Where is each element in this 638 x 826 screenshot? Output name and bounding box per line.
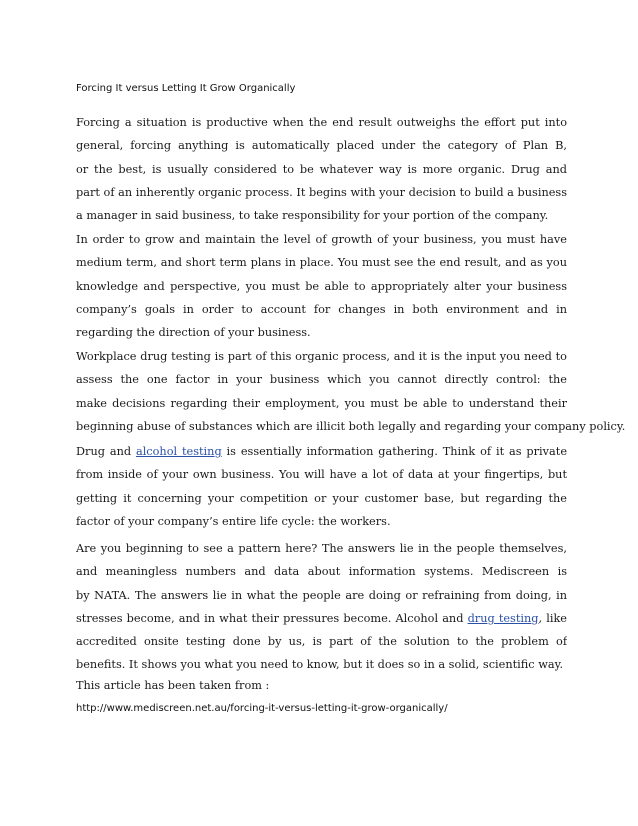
paragraph-2	[76, 228, 567, 344]
source-url: http://www.mediscreen.net.au/forcing-it-versus-letting-it-grow-organically/	[76, 703, 448, 714]
text-segment: stresses become, and in what their pressures become. Alcohol and	[76, 611, 468, 625]
source-label: This article has been taken from :	[76, 679, 270, 692]
text-segment: , like	[538, 611, 567, 625]
paragraph-line: assess the one factor in your business which you cannot directly control: the	[76, 373, 567, 387]
paragraph-line	[76, 440, 567, 463]
paragraph-line: part of an inherently organic process. It begins with your decision to build a business	[76, 185, 567, 199]
paragraph-line: Workplace drug testing is part of this organic process, and it is the input you need to	[76, 350, 567, 363]
paragraph-line	[76, 607, 567, 630]
drug-testing-link[interactable]: drug testing	[467, 611, 539, 625]
text-segment: Drug and	[76, 445, 136, 458]
paragraph-5	[76, 537, 567, 677]
paragraph-line: a manager in said business, to take responsibility for your portion of the company.	[76, 209, 549, 223]
paragraph-line: or the best, is usually considered to be whatever way is more organic. Drug and	[76, 162, 567, 176]
paragraph-line: from inside of your own business. You will have a lot of data at your fingertips, but	[76, 468, 567, 482]
paragraph-3	[76, 345, 626, 438]
paragraph-line: factor of your company’s entire life cycle: the workers.	[76, 514, 391, 528]
paragraph-line: regarding the direction of your business.	[76, 326, 311, 340]
paragraph-line: medium term, and short term plans in place. You must see the end result, and as you	[76, 256, 567, 270]
paragraph-line: Are you beginning to see a pattern here? The answers lie in the people themselves,	[76, 542, 567, 555]
paragraph-line: make decisions regarding their employment, you must be able to understand their	[76, 396, 567, 410]
paragraph-line: Forcing a situation is productive when the end result outweighs the effort put into	[76, 116, 567, 129]
paragraph-line: knowledge and perspective, you must be able to appropriately alter your business	[76, 279, 567, 293]
paragraph-line: In order to grow and maintain the level of growth of your business, you must have	[76, 233, 567, 246]
paragraph-4	[76, 440, 567, 533]
paragraph-line: accredited onsite testing done by us, is part of the solution to the problem of	[76, 635, 567, 649]
paragraph-line: by NATA. The answers lie in what the people are doing or refraining from doing, in	[76, 588, 567, 602]
document-title: Forcing It versus Letting It Grow Organically	[76, 83, 296, 94]
paragraph-line: benefits. It shows you what you need to know, but it does so in a solid, scientific way.	[76, 658, 564, 672]
text-segment: is essentially information gathering. Think of it as private	[226, 445, 567, 458]
text-segment: and meaningless numbers and data about information systems. Mediscreen is	[76, 565, 567, 579]
paragraph-line: company’s goals in order to account for changes in both environment and in	[76, 302, 567, 316]
paragraph-line: getting it concerning your competition or your customer base, but regarding the	[76, 491, 567, 505]
paragraph-line: beginning abuse of substances which are illicit both legally and regarding your company policy.	[76, 419, 626, 433]
alcohol-testing-link[interactable]: alcohol testing	[135, 445, 222, 458]
paragraph-line	[76, 560, 567, 583]
paragraph-line: general, forcing anything is automatically placed under the category of Plan B,	[76, 139, 567, 153]
paragraph-1	[76, 111, 567, 227]
